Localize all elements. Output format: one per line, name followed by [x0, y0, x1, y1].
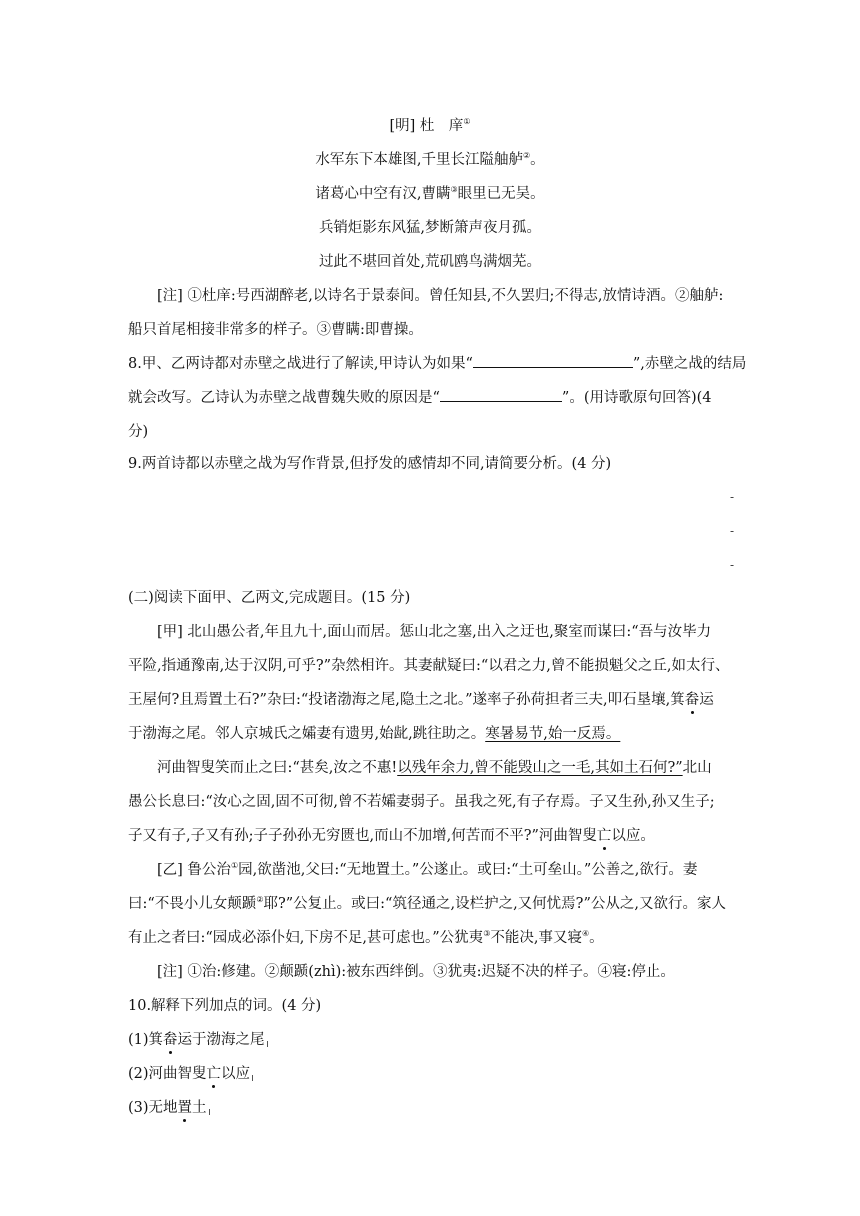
question-8-line-2: 就会改写。乙诗认为赤壁之战曹魏失败的原因是“ ”。(用诗歌原句回答)(4 [128, 386, 712, 407]
emphasis-dot-char: 置 [177, 1100, 193, 1116]
poem-line-4: 过此不堪回首处,荒矶鸥鸟满烟芜。 [318, 254, 542, 270]
jia-p2-line-1: 河曲智叟笑而止之曰:“甚矣,汝之不惠!以残年余力,曾不能毁山之一毛,其如土石何?”北山 [157, 760, 712, 776]
poem-line-3: 兵销炬影东风猛,梦断箫声夜月孤。 [318, 220, 542, 236]
question-10-item-3: (3)无地置土 [128, 1096, 211, 1117]
poem-note-line-2: 船只首尾相接非常多的样子。③曹瞒:即曹操。 [128, 322, 423, 338]
question-10-item-1: (1)箕畚运于渤海之尾 [128, 1028, 269, 1049]
emphasis-dot-char: 畚 [163, 1032, 178, 1048]
section-2-heading: (二)阅读下面甲、乙两文,完成题目。(15 分) [128, 590, 411, 606]
question-9: 9.两首诗都以赤壁之战为写作背景,但抒发的感情却不同,请简要分析。(4 分) [128, 456, 612, 472]
jia-p2-line-2: 愚公长息曰:“汝心之固,固不可彻,曾不若孀妻弱子。虽我之死,有子存焉。子又生孙,孙又生子; [128, 794, 715, 810]
yi-note: [注] ①治:修建。②颠踬(zhì):被东西绊倒。③犹夷:迟疑不决的样子。④寝:停止。 [157, 964, 675, 980]
jia-line-4: 于渤海之尾。邻人京城氏之孀妻有遗男,始龀,跳往助之。寒暑易节,始一反焉。 [128, 726, 621, 742]
answer-blank-2[interactable] [440, 387, 562, 402]
answer-mark [267, 1041, 269, 1047]
poem-line-1: 水军东下本雄图,千里长江隘舳舻②。 [315, 151, 545, 168]
yi-line-1: [乙] 鲁公治①园,欲凿池,父曰:“无地置土。”公遂止。或曰:“土可垒山。”公善之,欲行。妻 [157, 861, 698, 878]
emphasis-dot-char: 亡 [206, 1066, 222, 1082]
answer-mark [209, 1109, 211, 1115]
yi-line-2: 曰:“不畏小儿女颠踬②耶?”公复止。或曰:“筑径通之,设栏护之,又何忧焉?”公从之,又欲行。家人 [128, 895, 726, 912]
answer-mark [252, 1075, 254, 1081]
jia-line-2: 平险,指通豫南,达于汉阴,可乎?”杂然相许。其妻献疑曰:“以君之力,曾不能损魁父之丘,如太行、 [128, 658, 730, 674]
underlined-sentence: 以残年余力,曾不能毁山之一毛,其如土石何?” [397, 760, 683, 776]
answer-line-mark: - [730, 524, 735, 538]
jia-line-1: [甲] 北山愚公者,年且九十,面山而居。惩山北之塞,出入之迂也,聚室而谋曰:“吾与汝毕力 [157, 624, 712, 640]
yi-line-3: 有止之者曰:“园成必添仆妇,下房不足,甚可虑也。”公犹夷③不能决,事又寝④。 [128, 929, 604, 946]
underlined-sentence: 寒暑易节,始一反焉。 [485, 726, 621, 742]
poem-author: [明] 杜 庠① [389, 117, 471, 134]
emphasis-dot-char: 亡 [596, 828, 612, 844]
answer-line-mark: - [730, 490, 735, 504]
question-8-line-1: 8.甲、乙两诗都对赤壁之战进行了解读,甲诗认为如果“ ”,赤壁之战的结局 [128, 352, 746, 373]
emphasis-dot-char: 畚 [684, 692, 700, 708]
poem-note-line-1: [注] ①杜庠:号西湖醉老,以诗名于景泰间。曾任知县,不久罢归;不得志,放情诗酒。②舳舻: [157, 288, 724, 304]
answer-line-mark: - [730, 558, 735, 572]
jia-p2-line-3: 子又有子,子又有孙;子子孙孙无穷匮也,而山不加增,何苦而不平?”河曲智叟亡以应。 [128, 828, 655, 844]
answer-blank-1[interactable] [473, 353, 633, 368]
question-10-title: 10.解释下列加点的词。(4 分) [128, 998, 322, 1014]
jia-line-3: 王屋何?且焉置土石?”杂曰:“投诸渤海之尾,隐土之北。”遂率子孙荷担者三夫,叩石垦壤,箕畚运 [128, 692, 714, 708]
question-8-line-3: 分) [128, 424, 149, 440]
question-10-item-2: (2)河曲智叟亡以应 [128, 1062, 254, 1083]
poem-line-2: 诸葛心中空有汉,曹瞒③眼里已无吴。 [315, 185, 545, 202]
